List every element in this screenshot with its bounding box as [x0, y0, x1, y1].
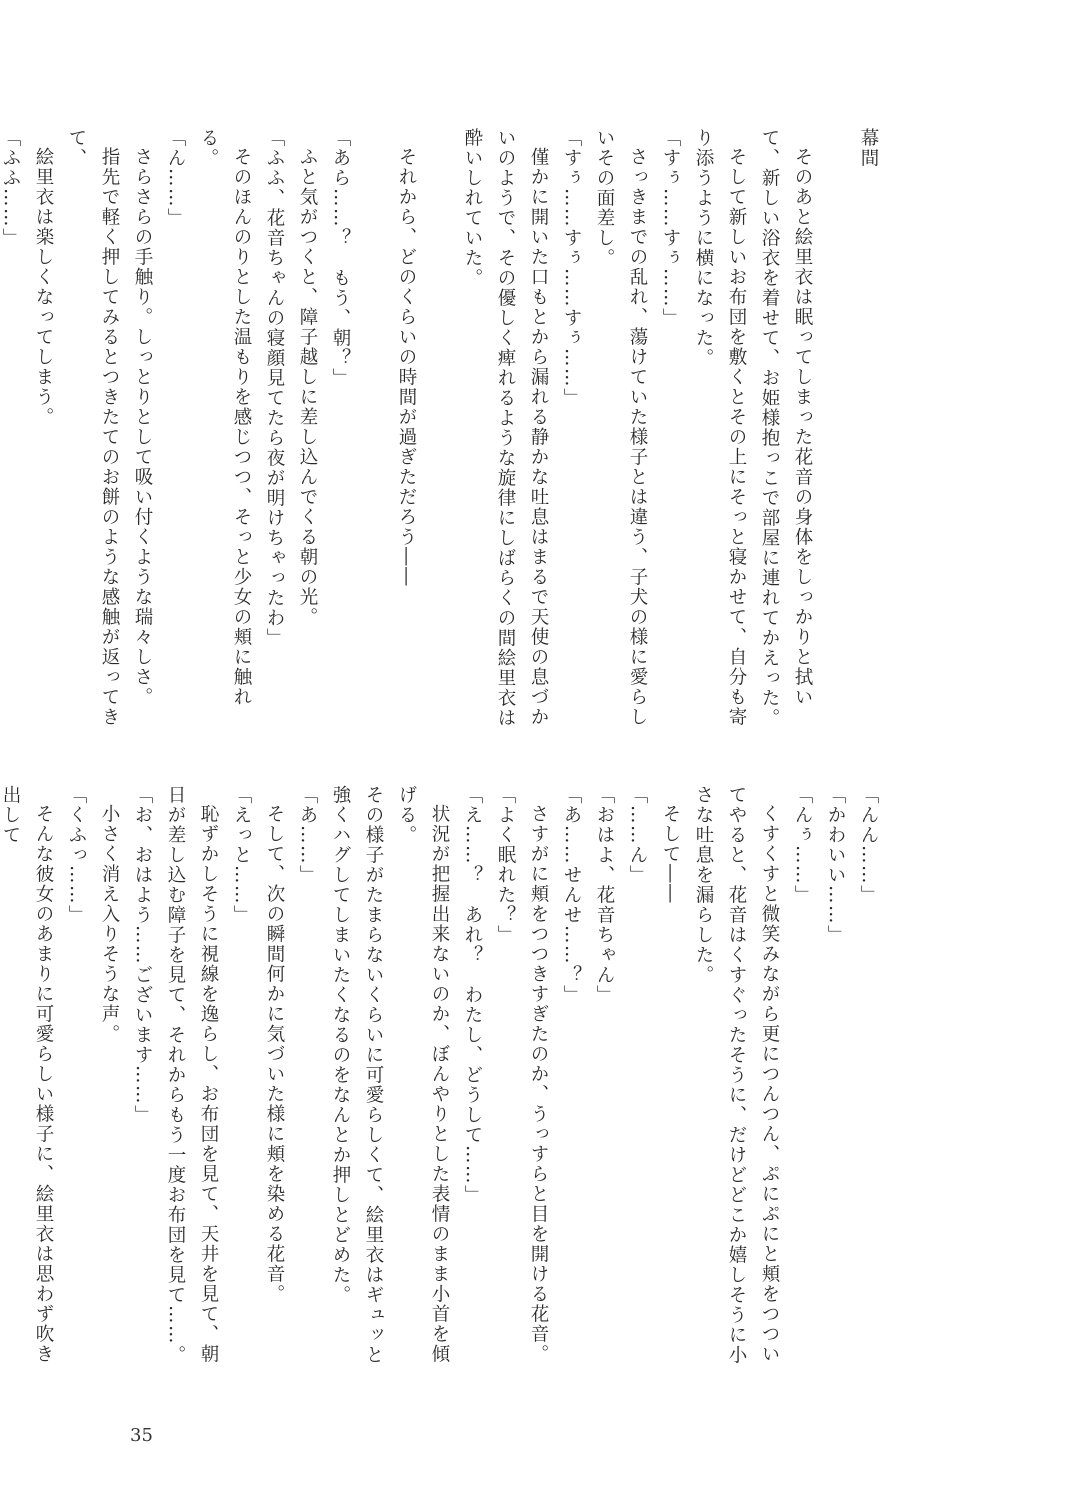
top-paragraph: そして新しいお布団を敷くとその上にそっと寝かせて、自分も寄り添うように横になった。 [693, 128, 747, 727]
bottom-paragraph: 恥ずかしそうに視線を逸らし、お布団を見て、天井を見て、朝日が差し込む障子を見て、それからもう一度お布団を見て……。 [165, 785, 219, 1365]
bottom-paragraph: 「よく眠れた？」 [495, 785, 516, 945]
bottom-paragraph: そんな彼女のあまりに可愛らしい様子に、絵里衣は思わず吹き出して [0, 785, 54, 1364]
bottom-paragraph: そして―― [660, 803, 681, 904]
bottom-paragraph: 「くふっ……」 [66, 785, 87, 925]
bottom-paragraph: 「おはよ、花音ちゃん」 [594, 785, 615, 1005]
bottom-paragraph: 「あ……」 [297, 785, 318, 885]
page-number: 35 [130, 1425, 153, 1446]
bottom-paragraph: その様子がたまらないくらいに可愛らしくて、絵里衣はギュッと強くハグしてしまいたくなるのをなんとか押しとどめた。 [330, 785, 384, 1365]
bottom-text-block [0, 785, 885, 1380]
bottom-paragraph: 状況が把握出来ないのか、ぼんやりとした表情のまま小首を傾げる。 [396, 785, 450, 1364]
top-paragraph [819, 128, 852, 728]
top-paragraph: 「あら……？ もう、朝？」 [330, 128, 351, 388]
bottom-paragraph: 「あ……せんせ……？」 [561, 785, 582, 1005]
bottom-paragraph: 小さく消え入りそうな声。 [99, 803, 120, 1044]
top-paragraph: 「ふふ、花音ちゃんの寝顔見てたら夜が明けちゃったわ」 [264, 128, 285, 648]
top-paragraph: 「ふふ……」 [0, 128, 21, 248]
bottom-paragraph: さすがに頬をつつきすぎたのか、うっすらと目を開ける花音。 [528, 803, 549, 1364]
top-paragraph: さっきまでの乱れ、蕩けていた様子とは違う、子犬の様に愛らしいその面差し。 [594, 128, 648, 727]
top-text-block [0, 128, 885, 728]
top-paragraph: そのほんのりとした温もりを感じつつ、そっと少女の頬に触れる。 [198, 128, 252, 707]
bottom-paragraph: 「え……？ あれ？ わたし、どうして……」 [462, 785, 483, 1205]
bottom-paragraph: 「んん……」 [858, 785, 879, 905]
top-paragraph: 「ん……」 [165, 128, 186, 228]
top-paragraph: それから、どのくらいの時間が過ぎただろう―― [396, 146, 417, 587]
bottom-paragraph: そして、次の瞬間何かに気づいた様に頬を染める花音。 [264, 803, 285, 1304]
bottom-paragraph: 「かわいい……」 [825, 785, 846, 945]
top-paragraph: そのあと絵里衣は眠ってしまった花音の身体をしっかりと拭いて、新しい浴衣を着せて、お姫様抱っこで部屋に連れてかえった。 [759, 128, 813, 728]
bottom-paragraph: くすくすと微笑みながら更につんつん、ぷにぷにと頬をつついてやると、花音はくすぐったそうに、だけどどこか嬉しそうに小さな吐息を漏らした。 [693, 785, 780, 1365]
top-paragraph: ふと気がつくと、障子越しに差し込んでくる朝の光。 [297, 146, 318, 627]
top-paragraph [357, 128, 390, 728]
top-paragraph: 僅かに開いた口もとから漏れる静かな吐息はまるで天使の息づかいのようで、その優しく痺れるような旋律にしばらくの間絵里衣は酔いしれていた。 [462, 128, 549, 728]
top-paragraph [423, 128, 456, 728]
bottom-paragraph: 「えっと……」 [231, 785, 252, 925]
bottom-paragraph: 「……ん」 [627, 785, 648, 885]
top-paragraph: さらさらの手触り。しっとりとして吸い付くような瑞々しさ。 [132, 146, 153, 707]
top-paragraph: 絵里衣は楽しくなってしまう。 [33, 146, 54, 427]
top-paragraph: 指先で軽く押してみるとつきたてのお餅のような感触が返ってきて、 [66, 128, 120, 727]
bottom-paragraph: 「お、おはよう……ございます……」 [132, 785, 153, 1125]
top-paragraph: 「すぅ……すぅ……」 [660, 128, 681, 328]
top-paragraph: 幕間 [858, 128, 879, 168]
bottom-paragraph: 「んぅ……」 [792, 785, 813, 905]
top-paragraph: 「すぅ……すぅ……すぅ……」 [561, 128, 582, 408]
